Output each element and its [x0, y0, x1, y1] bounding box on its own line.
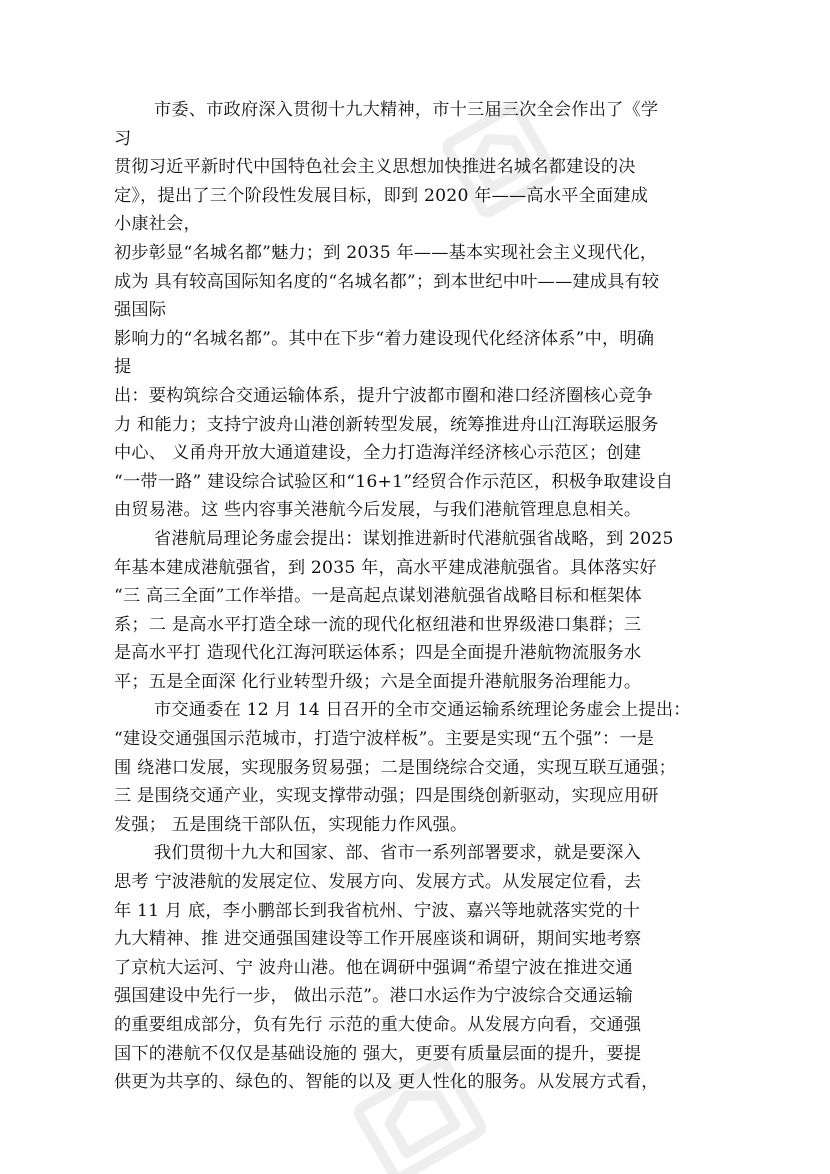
text-line: “三 高三全面”工作举措。一是高起点谋划港航强省战略目标和框架体 — [114, 586, 642, 607]
text-line: 三 是围绕交通产业，实现支撑带动强；四是围绕创新驱动，实现应用研 — [114, 786, 659, 807]
text-line: “一带一路” 建设综合试验区和“16+1”经贸合作示范区，积极争取建设自 — [114, 471, 674, 492]
text-line: 国下的港航不仅仅是基础设施的 强大，更要有质量层面的提升，要提 — [114, 1043, 642, 1064]
text-line: 年基本建成港航强省，到 2035 年，高水平建成港航强省。具体落实好 — [114, 557, 657, 578]
text-line: 影响力的“名城名都”。其中在下步“着力建设现代化经济体系”中，明确 — [114, 328, 655, 349]
document-body — [114, 96, 734, 1097]
text-line: 了京杭大运河、宁 波舟山港。他在调研中强调“希望宁波在推进交通 — [114, 957, 633, 978]
text-line: 定》，提出了三个阶段性发展目标，即到 2020 年——高水平全面建成 — [114, 185, 649, 206]
text-line: 中心、 义甬舟开放大通道建设，全力打造海洋经济核心示范区；创建 — [114, 443, 642, 464]
text-line: 市委、市政府深入贯彻十九大精神，市十三届三次全会作出了《学 — [154, 100, 659, 120]
text-line: 成为 具有较高国际知名度的“名城名都”；到本世纪中叶——建成具有较 — [114, 271, 660, 292]
text-line: 思考 宁波港航的发展定位、发展方向、发展方式。从发展定位看，去 — [114, 872, 642, 893]
text-line: 围 绕港口发展，实现服务贸易强；二是围绕综合交通，实现互联互通强； — [114, 757, 677, 778]
text-line: 系；二 是高水平打造全球一流的现代化枢纽港和世界级港口集群；三 — [114, 614, 642, 635]
text-line: 强国建设中先行一步， 做出示范”。港口水运作为宁波综合交通运输 — [114, 986, 633, 1007]
text-line: 发强； 五是围绕干部队伍，实现能力作风强。 — [114, 814, 468, 835]
text-line: 出：要构筑综合交通运输体系，提升宁波都市圈和港口经济圈核心竞争 — [114, 385, 654, 406]
text-line: 是高水平打 造现代化江海河联运体系；四是全面提升港航物流服务水 — [114, 643, 642, 664]
text-line: 提 — [114, 357, 132, 378]
text-line: 贯彻习近平新时代中国特色社会主义思想加快推进名城名都建设的决 — [114, 157, 636, 178]
text-line: 初步彰显“名城名都”魅力；到 2035 年——基本实现社会主义现代化， — [114, 242, 658, 263]
text-line: 力 和能力；支持宁波舟山港创新转型发展，统筹推进舟山江海联运服务 — [114, 414, 659, 435]
text-line: 的重要组成部分，负有先行 示范的重大使命。从发展方向看，交通强 — [114, 1015, 642, 1035]
text-line: 小康社会， — [114, 214, 201, 235]
text-line: 由贸易港。这 些内容事关港航今后发展，与我们港航管理息息相关。 — [114, 500, 642, 521]
text-line: 供更为共享的、绿色的、智能的以及 更人性化的服务。从发展方式看， — [114, 1072, 659, 1093]
text-line: 强国际 — [114, 300, 167, 321]
text-line: 习 — [114, 128, 132, 149]
text-line: 市交通委在 12 月 14 日召开的全市交通运输系统理论务虚会上提出： — [154, 700, 691, 721]
text-line: 年 11 月 底，李小鹏部长到我省杭州、宁波、嘉兴等地就落实党的十 — [114, 900, 641, 921]
text-line: 省港航局理论务虚会提出：谋划推进新时代港航强省战略，到 2025 — [154, 528, 674, 549]
text-line: 九大精神、推 进交通强国建设等工作开展座谈和调研，期间实地考察 — [114, 929, 642, 950]
text-line: 平；五是全面深 化行业转型升级；六是全面提升港航服务治理能力。 — [114, 671, 642, 692]
text-line: “建设交通强国示范城市，打造宁波样板”。主要是实现“五个强”：一是 — [114, 729, 655, 750]
text-line: 我们贯彻十九大和国家、部、省市一系列部署要求，就是要深入 — [154, 843, 641, 864]
